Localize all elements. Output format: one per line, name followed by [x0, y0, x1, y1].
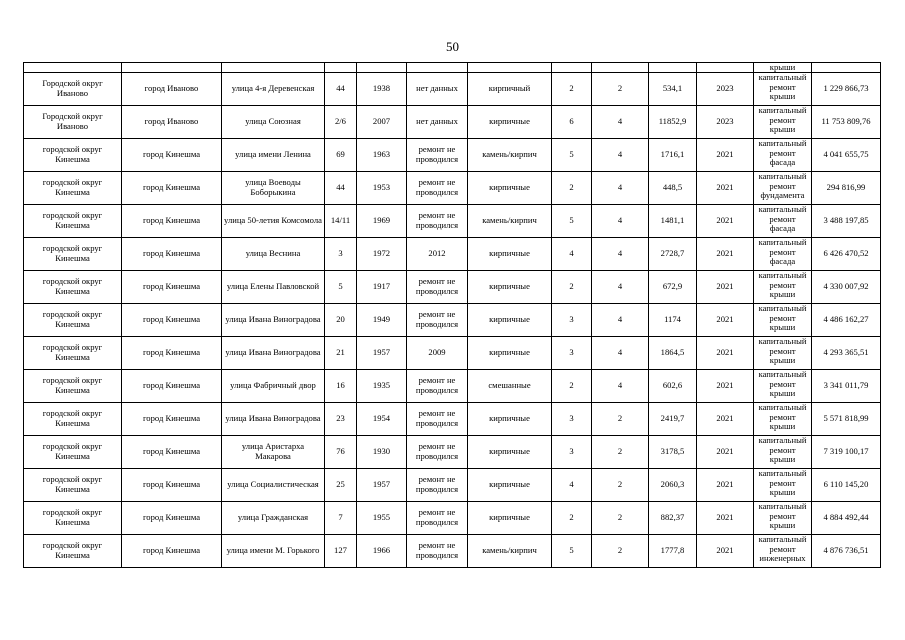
- cell-settlement: город Кинешма: [122, 139, 222, 172]
- table-row: [24, 502, 881, 535]
- table-row: [24, 535, 881, 568]
- cell-area: 1481,1: [649, 205, 697, 238]
- cell-work-type: [754, 469, 812, 502]
- cell-municipality: городской округ Кинешма: [24, 436, 122, 469]
- cell-municipality: городской округ Кинешма: [24, 370, 122, 403]
- cell-municipality: [24, 63, 122, 73]
- table-row: [24, 271, 881, 304]
- cell-cost: 7 319 100,17: [812, 436, 881, 469]
- cell-last-repair: нет данных: [407, 106, 468, 139]
- cell-area: 1864,5: [649, 337, 697, 370]
- cell-wall-material: камень/кирпич: [468, 205, 552, 238]
- cell-area: 602,6: [649, 370, 697, 403]
- cell-entrances: 4: [592, 106, 649, 139]
- cell-work-type: [754, 106, 812, 139]
- table-row: [24, 337, 881, 370]
- cell-plan-year: [697, 63, 754, 73]
- cell-street: улица Ивана Виноградова: [222, 403, 325, 436]
- cell-settlement: [122, 63, 222, 73]
- cell-plan-year: 2021: [697, 337, 754, 370]
- cell-area: 534,1: [649, 73, 697, 106]
- cell-work-type: [754, 271, 812, 304]
- cell-last-repair: ремонт не проводился: [407, 304, 468, 337]
- cell-floors: 5: [552, 139, 592, 172]
- cell-build-year: 1966: [357, 535, 407, 568]
- cell-work-type: [754, 139, 812, 172]
- cell-area: [649, 63, 697, 73]
- cell-street: улица Гражданская: [222, 502, 325, 535]
- cell-wall-material: кирпичные: [468, 238, 552, 271]
- cell-plan-year: 2021: [697, 436, 754, 469]
- cell-house-number: 127: [325, 535, 357, 568]
- cell-settlement: город Иваново: [122, 106, 222, 139]
- cell-build-year: 2007: [357, 106, 407, 139]
- work-type-text: капитальный ремонт крыши: [758, 370, 807, 399]
- cell-floors: 2: [552, 370, 592, 403]
- cell-build-year: 1969: [357, 205, 407, 238]
- cell-entrances: 2: [592, 502, 649, 535]
- cell-last-repair: ремонт не проводился: [407, 502, 468, 535]
- cell-wall-material: кирпичные: [468, 436, 552, 469]
- cell-street: улица имени Ленина: [222, 139, 325, 172]
- table-row: [24, 73, 881, 106]
- cell-area: 882,37: [649, 502, 697, 535]
- work-type-text: капитальный ремонт крыши: [758, 73, 807, 102]
- table-row: [24, 172, 881, 205]
- cell-cost: 3 341 011,79: [812, 370, 881, 403]
- cell-house-number: [325, 63, 357, 73]
- cell-municipality: городской округ Кинешма: [24, 535, 122, 568]
- cell-last-repair: [407, 63, 468, 73]
- cell-street: улица 4-я Деревенская: [222, 73, 325, 106]
- cell-floors: 4: [552, 469, 592, 502]
- cell-area: 1174: [649, 304, 697, 337]
- cell-wall-material: кирпичные: [468, 502, 552, 535]
- work-type-text: капитальный ремонт крыши: [758, 502, 807, 531]
- cell-entrances: 4: [592, 139, 649, 172]
- cell-build-year: 1935: [357, 370, 407, 403]
- cell-area: 2419,7: [649, 403, 697, 436]
- cell-house-number: 69: [325, 139, 357, 172]
- cell-street: улица Ивана Виноградова: [222, 337, 325, 370]
- table-row: [24, 370, 881, 403]
- cell-settlement: город Кинешма: [122, 436, 222, 469]
- table-row: [24, 436, 881, 469]
- cell-wall-material: кирпичный: [468, 73, 552, 106]
- cell-plan-year: 2021: [697, 370, 754, 403]
- cell-area: 1777,8: [649, 535, 697, 568]
- cell-wall-material: камень/кирпич: [468, 535, 552, 568]
- work-type-text: крыши: [769, 63, 796, 72]
- cell-street: улица Воеводы Боборыкина: [222, 172, 325, 205]
- cell-municipality: городской округ Кинешма: [24, 205, 122, 238]
- cell-work-type: [754, 337, 812, 370]
- cell-last-repair: нет данных: [407, 73, 468, 106]
- cell-house-number: 2/6: [325, 106, 357, 139]
- cell-work-type: [754, 535, 812, 568]
- cell-municipality: городской округ Кинешма: [24, 139, 122, 172]
- cell-cost: 6 426 470,52: [812, 238, 881, 271]
- cell-entrances: 4: [592, 172, 649, 205]
- cell-plan-year: 2021: [697, 238, 754, 271]
- cell-last-repair: ремонт не проводился: [407, 436, 468, 469]
- cell-build-year: 1953: [357, 172, 407, 205]
- cell-municipality: городской округ Кинешма: [24, 502, 122, 535]
- cell-entrances: 2: [592, 535, 649, 568]
- cell-house-number: 25: [325, 469, 357, 502]
- cell-entrances: 4: [592, 370, 649, 403]
- cell-last-repair: ремонт не проводился: [407, 172, 468, 205]
- cell-last-repair: ремонт не проводился: [407, 139, 468, 172]
- cell-house-number: 3: [325, 238, 357, 271]
- cell-floors: 3: [552, 304, 592, 337]
- cell-house-number: 23: [325, 403, 357, 436]
- cell-street: улица имени М. Горького: [222, 535, 325, 568]
- cell-plan-year: 2021: [697, 535, 754, 568]
- cell-floors: 3: [552, 436, 592, 469]
- cell-floors: 6: [552, 106, 592, 139]
- cell-floors: 5: [552, 535, 592, 568]
- cell-work-type: [754, 172, 812, 205]
- cell-plan-year: 2021: [697, 403, 754, 436]
- cell-work-type: [754, 73, 812, 106]
- cell-floors: 2: [552, 271, 592, 304]
- cell-work-type: [754, 370, 812, 403]
- cell-entrances: 4: [592, 238, 649, 271]
- cell-floors: 3: [552, 403, 592, 436]
- cell-build-year: 1949: [357, 304, 407, 337]
- cell-street: улица 50-летия Комсомола: [222, 205, 325, 238]
- cell-last-repair: ремонт не проводился: [407, 535, 468, 568]
- cell-plan-year: 2021: [697, 271, 754, 304]
- work-type-text: капитальный ремонт крыши: [758, 106, 807, 135]
- table-row-continued: [24, 63, 881, 73]
- page-number: 50: [446, 39, 459, 54]
- table-row: [24, 304, 881, 337]
- cell-floors: 4: [552, 238, 592, 271]
- cell-cost: 4 884 492,44: [812, 502, 881, 535]
- cell-street: улица Аристарха Макарова: [222, 436, 325, 469]
- table-row: [24, 139, 881, 172]
- cell-street: улица Ивана Виноградова: [222, 304, 325, 337]
- work-type-text: капитальный ремонт крыши: [758, 436, 807, 465]
- cell-cost: 1 229 866,73: [812, 73, 881, 106]
- cell-floors: 2: [552, 502, 592, 535]
- cell-house-number: 20: [325, 304, 357, 337]
- cell-house-number: 76: [325, 436, 357, 469]
- cell-build-year: [357, 63, 407, 73]
- work-type-text: капитальный ремонт фасада: [758, 205, 807, 234]
- cell-last-repair: ремонт не проводился: [407, 469, 468, 502]
- cell-entrances: 2: [592, 73, 649, 106]
- cell-house-number: 16: [325, 370, 357, 403]
- cell-work-type: [754, 63, 812, 73]
- work-type-text: капитальный ремонт крыши: [758, 403, 807, 432]
- cell-last-repair: ремонт не проводился: [407, 271, 468, 304]
- cell-entrances: 2: [592, 436, 649, 469]
- cell-last-repair: ремонт не проводился: [407, 403, 468, 436]
- cell-floors: 3: [552, 337, 592, 370]
- cell-floors: 2: [552, 172, 592, 205]
- table-row: [24, 238, 881, 271]
- cell-settlement: город Кинешма: [122, 238, 222, 271]
- cell-house-number: 21: [325, 337, 357, 370]
- cell-wall-material: кирпичные: [468, 304, 552, 337]
- cell-house-number: 14/11: [325, 205, 357, 238]
- work-type-text: капитальный ремонт крыши: [758, 304, 807, 333]
- cell-settlement: город Кинешма: [122, 271, 222, 304]
- cell-area: 448,5: [649, 172, 697, 205]
- cell-wall-material: камень/кирпич: [468, 139, 552, 172]
- cell-plan-year: 2023: [697, 73, 754, 106]
- cell-area: 2060,3: [649, 469, 697, 502]
- cell-house-number: 5: [325, 271, 357, 304]
- cell-area: 672,9: [649, 271, 697, 304]
- cell-last-repair: ремонт не проводился: [407, 370, 468, 403]
- cell-cost: 6 110 145,20: [812, 469, 881, 502]
- cell-entrances: 4: [592, 205, 649, 238]
- cell-municipality: Городской округ Иваново: [24, 73, 122, 106]
- cell-build-year: 1930: [357, 436, 407, 469]
- cell-municipality: городской округ Кинешма: [24, 238, 122, 271]
- cell-build-year: 1963: [357, 139, 407, 172]
- cell-floors: [552, 63, 592, 73]
- cell-wall-material: [468, 63, 552, 73]
- cell-cost: 4 486 162,27: [812, 304, 881, 337]
- work-type-text: капитальный ремонт инженерных: [758, 535, 807, 564]
- table-row: [24, 106, 881, 139]
- cell-build-year: 1957: [357, 469, 407, 502]
- cell-settlement: город Кинешма: [122, 403, 222, 436]
- cell-municipality: городской округ Кинешма: [24, 403, 122, 436]
- cell-entrances: 2: [592, 469, 649, 502]
- cell-build-year: 1954: [357, 403, 407, 436]
- cell-street: улица Фабричный двор: [222, 370, 325, 403]
- cell-build-year: 1955: [357, 502, 407, 535]
- cell-house-number: 44: [325, 172, 357, 205]
- cell-last-repair: 2009: [407, 337, 468, 370]
- cell-floors: 2: [552, 73, 592, 106]
- work-type-text: капитальный ремонт крыши: [758, 337, 807, 366]
- table-row: [24, 469, 881, 502]
- cell-settlement: город Кинешма: [122, 469, 222, 502]
- cell-cost: 11 753 809,76: [812, 106, 881, 139]
- cell-municipality: городской округ Кинешма: [24, 469, 122, 502]
- cell-build-year: 1972: [357, 238, 407, 271]
- cell-work-type: [754, 502, 812, 535]
- work-type-text: капитальный ремонт крыши: [758, 271, 807, 300]
- cell-settlement: город Кинешма: [122, 502, 222, 535]
- cell-build-year: 1938: [357, 73, 407, 106]
- cell-cost: 3 488 197,85: [812, 205, 881, 238]
- cell-area: 2728,7: [649, 238, 697, 271]
- cell-cost: 4 876 736,51: [812, 535, 881, 568]
- cell-entrances: 2: [592, 403, 649, 436]
- cell-street: улица Веснина: [222, 238, 325, 271]
- cell-street: [222, 63, 325, 73]
- cell-cost: 294 816,99: [812, 172, 881, 205]
- cell-entrances: 4: [592, 337, 649, 370]
- work-type-text: капитальный ремонт фасада: [758, 139, 807, 168]
- cell-cost: 5 571 818,99: [812, 403, 881, 436]
- cell-wall-material: кирпичные: [468, 106, 552, 139]
- cell-wall-material: кирпичные: [468, 337, 552, 370]
- cell-municipality: городской округ Кинешма: [24, 304, 122, 337]
- cell-wall-material: кирпичные: [468, 469, 552, 502]
- cell-entrances: 4: [592, 304, 649, 337]
- cell-floors: 5: [552, 205, 592, 238]
- cell-settlement: город Кинешма: [122, 304, 222, 337]
- cell-municipality: Городской округ Иваново: [24, 106, 122, 139]
- cell-build-year: 1957: [357, 337, 407, 370]
- work-type-text: капитальный ремонт фундамента: [758, 172, 807, 201]
- work-type-text: капитальный ремонт крыши: [758, 469, 807, 498]
- cell-last-repair: 2012: [407, 238, 468, 271]
- cell-plan-year: 2021: [697, 502, 754, 535]
- cell-wall-material: кирпичные: [468, 172, 552, 205]
- cell-wall-material: кирпичные: [468, 403, 552, 436]
- cell-house-number: 44: [325, 73, 357, 106]
- cell-cost: 4 330 007,92: [812, 271, 881, 304]
- cell-work-type: [754, 436, 812, 469]
- work-type-text: капитальный ремонт фасада: [758, 238, 807, 267]
- cell-work-type: [754, 238, 812, 271]
- cell-wall-material: смешанные: [468, 370, 552, 403]
- cell-wall-material: кирпичные: [468, 271, 552, 304]
- cell-cost: 4 041 655,75: [812, 139, 881, 172]
- cell-settlement: город Кинешма: [122, 535, 222, 568]
- cell-street: улица Социалистическая: [222, 469, 325, 502]
- cell-plan-year: 2021: [697, 139, 754, 172]
- cell-plan-year: 2021: [697, 304, 754, 337]
- cell-street: улица Союзная: [222, 106, 325, 139]
- cell-plan-year: 2021: [697, 469, 754, 502]
- cell-area: 1716,1: [649, 139, 697, 172]
- cell-settlement: город Кинешма: [122, 205, 222, 238]
- cell-settlement: город Иваново: [122, 73, 222, 106]
- cell-work-type: [754, 205, 812, 238]
- cell-municipality: городской округ Кинешма: [24, 337, 122, 370]
- cell-work-type: [754, 304, 812, 337]
- cell-last-repair: ремонт не проводился: [407, 205, 468, 238]
- cell-plan-year: 2023: [697, 106, 754, 139]
- cell-municipality: городской округ Кинешма: [24, 271, 122, 304]
- cell-settlement: город Кинешма: [122, 337, 222, 370]
- cell-build-year: 1917: [357, 271, 407, 304]
- cell-plan-year: 2021: [697, 205, 754, 238]
- table-row: [24, 205, 881, 238]
- cell-area: 3178,5: [649, 436, 697, 469]
- cell-settlement: город Кинешма: [122, 172, 222, 205]
- cell-entrances: 4: [592, 271, 649, 304]
- cell-entrances: [592, 63, 649, 73]
- cell-cost: [812, 63, 881, 73]
- cell-work-type: [754, 403, 812, 436]
- cell-plan-year: 2021: [697, 172, 754, 205]
- cell-cost: 4 293 365,51: [812, 337, 881, 370]
- cell-house-number: 7: [325, 502, 357, 535]
- cell-settlement: город Кинешма: [122, 370, 222, 403]
- cell-area: 11852,9: [649, 106, 697, 139]
- cell-municipality: городской округ Кинешма: [24, 172, 122, 205]
- table-row: [24, 403, 881, 436]
- cell-street: улица Елены Павловской: [222, 271, 325, 304]
- housing-repair-table: [23, 62, 881, 568]
